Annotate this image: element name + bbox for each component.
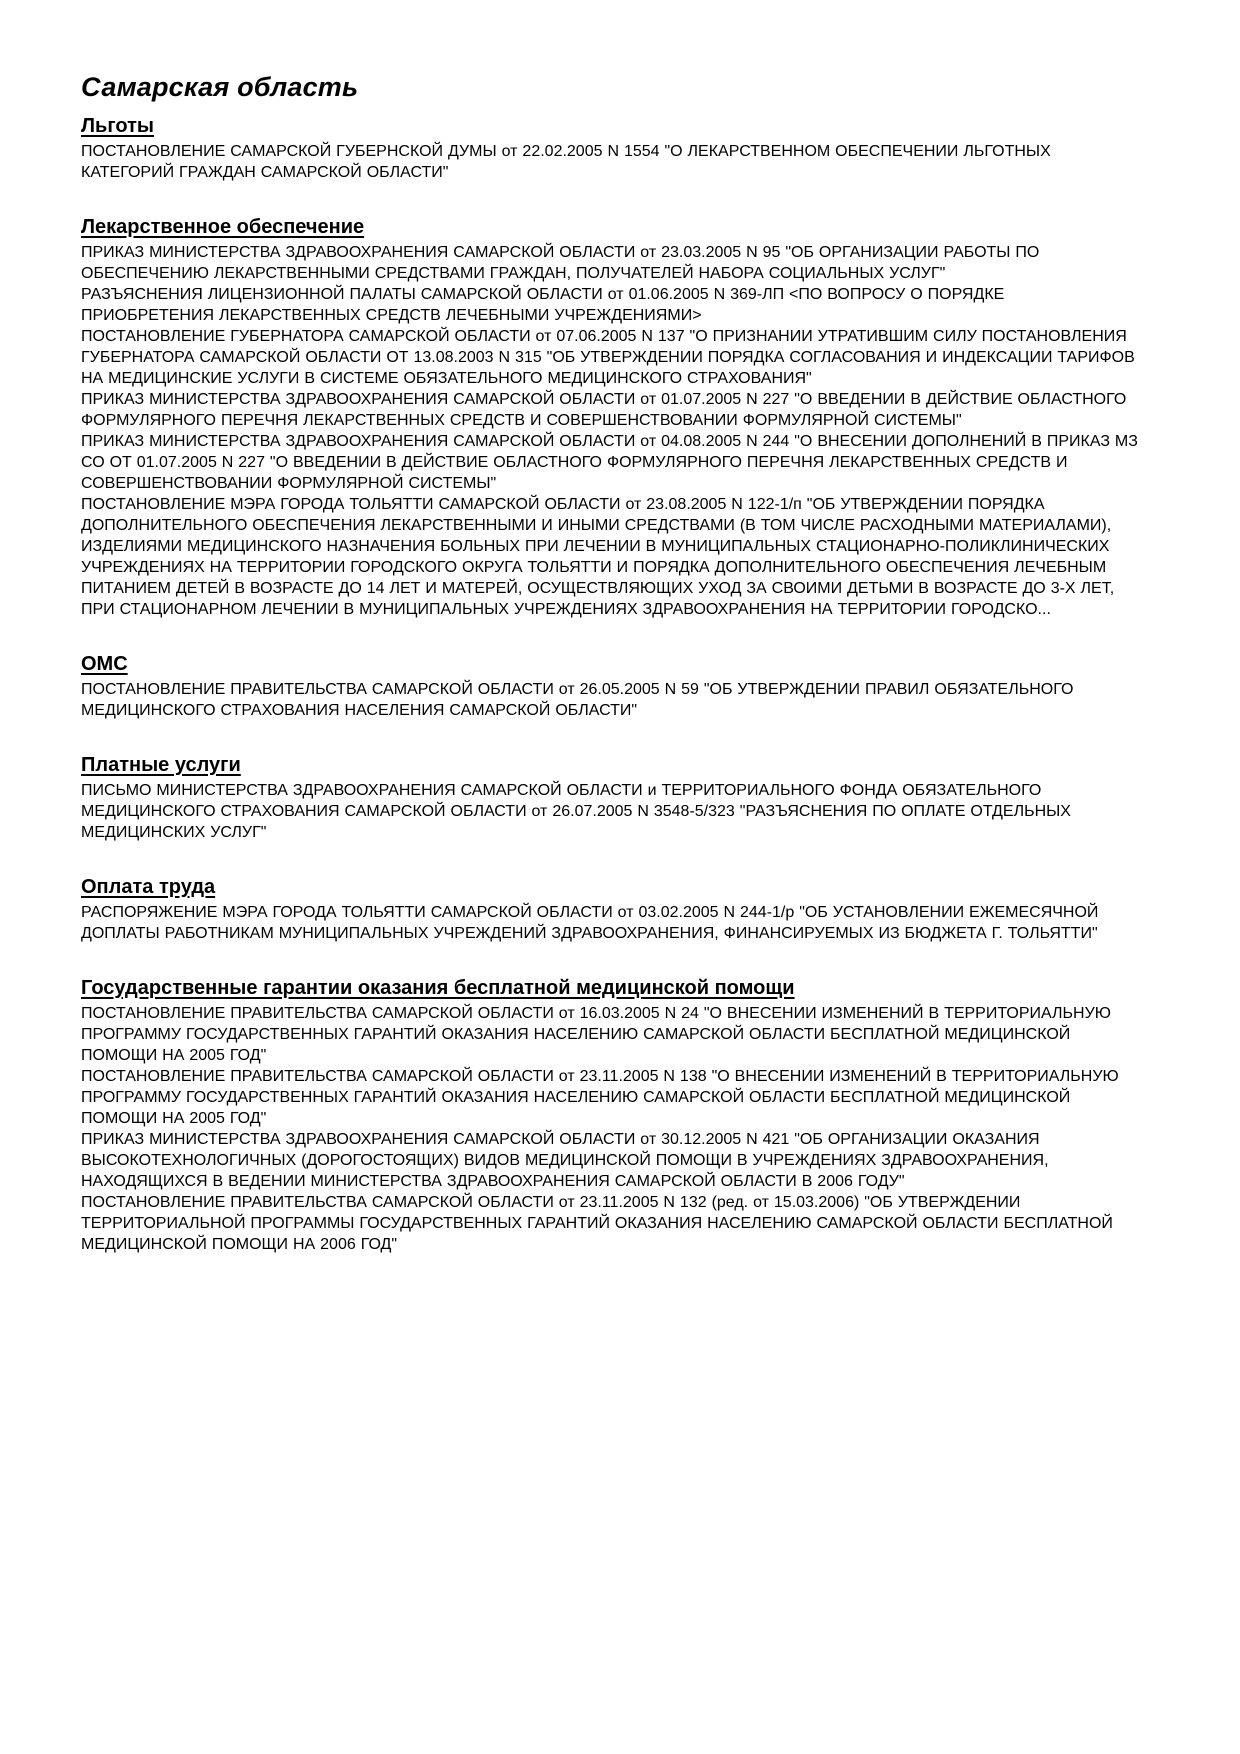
document-entry: ПОСТАНОВЛЕНИЕ ГУБЕРНАТОРА САМАРСКОЙ ОБЛАСТИ от 07.06.2005 N 137 "О ПРИЗНАНИИ УТРАТИВШИМ СИЛУ ПОСТАНОВЛЕНИЯ ГУБЕРНАТОРА САМАРСКОЙ ОБЛАСТИ ОТ 13.08.2003 N 315 "ОБ УТВЕРЖДЕНИИ ПОРЯДКА СОГЛАСОВАНИЯ И ИНДЕКСАЦИИ ТАРИФОВ НА МЕДИЦИНСКИЕ УСЛУГИ В СИСТЕМЕ ОБЯЗАТЕЛЬНОГО МЕДИЦИНСКОГО СТРАХОВАНИЯ" [81,328,1135,387]
document-entry: ПРИКАЗ МИНИСТЕРСТВА ЗДРАВООХРАНЕНИЯ САМАРСКОЙ ОБЛАСТИ от 01.07.2005 N 227 "О ВВЕДЕНИИ В ДЕЙСТВИЕ ОБЛАСТНОГО ФОРМУЛЯРНОГО ПЕРЕЧНЯ ЛЕКАРСТВЕННЫХ СРЕДСТВ И СОВЕРШЕНСТВОВАНИИ ФОРМУЛЯРНОЙ СИСТЕМЫ" [81,391,1127,429]
document-section [81,975,1140,1255]
document-entry: ПРИКАЗ МИНИСТЕРСТВА ЗДРАВООХРАНЕНИЯ САМАРСКОЙ ОБЛАСТИ от 04.08.2005 N 244 "О ВНЕСЕНИИ ДОПОЛНЕНИЙ В ПРИКАЗ МЗ СО ОТ 01.07.2005 N 227 "О ВВЕДЕНИИ В ДЕЙСТВИЕ ОБЛАСТНОГО ФОРМУЛЯРНОГО ПЕРЕЧНЯ ЛЕКАРСТВЕННЫХ СРЕДСТВ И СОВЕРШЕНСТВОВАНИИ ФОРМУЛЯРНОЙ СИСТЕМЫ" [81,433,1138,492]
document-section [81,874,1140,944]
document-entry: РАСПОРЯЖЕНИЕ МЭРА ГОРОДА ТОЛЬЯТТИ САМАРСКОЙ ОБЛАСТИ от 03.02.2005 N 244-1/р "ОБ УСТАНОВЛЕНИИ ЕЖЕМЕСЯЧНОЙ ДОПЛАТЫ РАБОТНИКАМ МУНИЦИПАЛЬНЫХ УЧРЕЖДЕНИЙ ЗДРАВООХРАНЕНИЯ, ФИНАНСИРУЕМЫХ ИЗ БЮДЖЕТА Г. ТОЛЬЯТТИ" [81,904,1099,942]
section-items [81,780,1140,843]
section-items [81,242,1140,620]
document-entry: ПОСТАНОВЛЕНИЕ САМАРСКОЙ ГУБЕРНСКОЙ ДУМЫ от 22.02.2005 N 1554 "О ЛЕКАРСТВЕННОМ ОБЕСПЕЧЕНИИ ЛЬГОТНЫХ КАТЕГОРИЙ ГРАЖДАН САМАРСКОЙ ОБЛАСТИ" [81,143,1051,181]
section-items [81,141,1140,183]
document-entry: ПИСЬМО МИНИСТЕРСТВА ЗДРАВООХРАНЕНИЯ САМАРСКОЙ ОБЛАСТИ и ТЕРРИТОРИАЛЬНОГО ФОНДА ОБЯЗАТЕЛЬНОГО МЕДИЦИНСКОГО СТРАХОВАНИЯ САМАРСКОЙ ОБЛАСТИ от 26.07.2005 N 3548-5/323 "РАЗЪЯСНЕНИЯ ПО ОПЛАТЕ ОТДЕЛЬНЫХ МЕДИЦИНСКИХ УСЛУГ" [81,782,1071,841]
document-section [81,214,1140,620]
document-entry: ПРИКАЗ МИНИСТЕРСТВА ЗДРАВООХРАНЕНИЯ САМАРСКОЙ ОБЛАСТИ от 23.03.2005 N 95 "ОБ ОРГАНИЗАЦИИ РАБОТЫ ПО ОБЕСПЕЧЕНИЮ ЛЕКАРСТВЕННЫМИ СРЕДСТВАМИ ГРАЖДАН, ПОЛУЧАТЕЛЕЙ НАБОРА СОЦИАЛЬНЫХ УСЛУГ" [81,244,1040,282]
document-entry: ПОСТАНОВЛЕНИЕ ПРАВИТЕЛЬСТВА САМАРСКОЙ ОБЛАСТИ от 23.11.2005 N 138 "О ВНЕСЕНИИ ИЗМЕНЕНИЙ В ТЕРРИТОРИАЛЬНУЮ ПРОГРАММУ ГОСУДАРСТВЕННЫХ ГАРАНТИЙ ОКАЗАНИЯ НАСЕЛЕНИЮ САМАРСКОЙ ОБЛАСТИ БЕСПЛАТНОЙ МЕДИЦИНСКОЙ ПОМОЩИ НА 2005 ГОД" [81,1068,1119,1127]
section-items [81,679,1140,721]
document-entry: ПОСТАНОВЛЕНИЕ ПРАВИТЕЛЬСТВА САМАРСКОЙ ОБЛАСТИ от 16.03.2005 N 24 "О ВНЕСЕНИИ ИЗМЕНЕНИЙ В ТЕРРИТОРИАЛЬНУЮ ПРОГРАММУ ГОСУДАРСТВЕННЫХ ГАРАНТИЙ ОКАЗАНИЯ НАСЕЛЕНИЮ САМАРСКОЙ ОБЛАСТИ БЕСПЛАТНОЙ МЕДИЦИНСКОЙ ПОМОЩИ НА 2005 ГОД" [81,1005,1111,1064]
document-entry: ПОСТАНОВЛЕНИЕ ПРАВИТЕЛЬСТВА САМАРСКОЙ ОБЛАСТИ от 26.05.2005 N 59 "ОБ УТВЕРЖДЕНИИ ПРАВИЛ ОБЯЗАТЕЛЬНОГО МЕДИЦИНСКОГО СТРАХОВАНИЯ НАСЕЛЕНИЯ САМАРСКОЙ ОБЛАСТИ" [81,681,1074,719]
document-section [81,651,1140,721]
page-title: Самарская область [81,72,359,102]
document-entry: ПРИКАЗ МИНИСТЕРСТВА ЗДРАВООХРАНЕНИЯ САМАРСКОЙ ОБЛАСТИ от 30.12.2005 N 421 "ОБ ОРГАНИЗАЦИИ ОКАЗАНИЯ ВЫСОКОТЕХНОЛОГИЧНЫХ (ДОРОГОСТОЯЩИХ) ВИДОВ МЕДИЦИНСКОЙ ПОМОЩИ В УЧРЕЖДЕНИЯХ ЗДРАВООХРАНЕНИЯ, НАХОДЯЩИХСЯ В ВЕДЕНИИ МИНИСТЕРСТВА ЗДРАВООХРАНЕНИЯ САМАРСКОЙ ОБЛАСТИ В 2006 ГОДУ" [81,1131,1049,1190]
document-section [81,113,1140,183]
section-heading: Лекарственное обеспечение [81,216,365,238]
section-heading: ОМС [81,653,128,675]
document-entry: ПОСТАНОВЛЕНИЕ МЭРА ГОРОДА ТОЛЬЯТТИ САМАРСКОЙ ОБЛАСТИ от 23.08.2005 N 122-1/п "ОБ УТВЕРЖДЕНИИ ПОРЯДКА ДОПОЛНИТЕЛЬНОГО ОБЕСПЕЧЕНИЯ ЛЕКАРСТВЕННЫМИ И ИНЫМИ СРЕДСТВАМИ (В ТОМ ЧИСЛЕ РАСХОДНЫМИ МАТЕРИАЛАМИ), ИЗДЕЛИЯМИ МЕДИЦИНСКОГО НАЗНАЧЕНИЯ БОЛЬНЫХ ПРИ ЛЕЧЕНИИ В МУНИЦИПАЛЬНЫХ СТАЦИОНАРНО-ПОЛИКЛИНИЧЕСКИХ УЧРЕЖДЕНИЯХ НА ТЕРРИТОРИИ ГОРОДСКОГО ОКРУГА ТОЛЬЯТТИ И ПОРЯДКА ДОПОЛНИТЕЛЬНОГО ОБЕСПЕЧЕНИЯ ЛЕЧЕБНЫМ ПИТАНИЕМ ДЕТЕЙ В ВОЗРАСТЕ ДО 14 ЛЕТ И МАТЕРЕЙ, ОСУЩЕСТВЛЯЮЩИХ УХОД ЗА СВОИМИ ДЕТЬМИ В ВОЗРАСТЕ ДО 3-Х ЛЕТ, ПРИ СТАЦИОНАРНОМ ЛЕЧЕНИИ В МУНИЦИПАЛЬНЫХ УЧРЕЖДЕНИЯХ ЗДРАВООХРАНЕНИЯ НА ТЕРРИТОРИИ ГОРОДСКО... [81,496,1115,618]
document-entry: РАЗЪЯСНЕНИЯ ЛИЦЕНЗИОННОЙ ПАЛАТЫ САМАРСКОЙ ОБЛАСТИ от 01.06.2005 N 369-ЛП <ПО ВОПРОСУ О ПОРЯДКЕ ПРИОБРЕТЕНИЯ ЛЕКАРСТВЕННЫХ СРЕДСТВ ЛЕЧЕБНЫМИ УЧРЕЖДЕНИЯМИ> [81,286,1005,324]
document-body [81,113,1140,1255]
section-heading: Льготы [81,115,154,137]
section-items [81,1003,1140,1255]
section-heading: Государственные гарантии оказания бесплатной медицинской помощи [81,977,795,999]
document-entry: ПОСТАНОВЛЕНИЕ ПРАВИТЕЛЬСТВА САМАРСКОЙ ОБЛАСТИ от 23.11.2005 N 132 (ред. от 15.03.2006) "ОБ УТВЕРЖДЕНИИ ТЕРРИТОРИАЛЬНОЙ ПРОГРАММЫ ГОСУДАРСТВЕННЫХ ГАРАНТИЙ ОКАЗАНИЯ НАСЕЛЕНИЮ САМАРСКОЙ ОБЛАСТИ БЕСПЛАТНОЙ МЕДИЦИНСКОЙ ПОМОЩИ НА 2006 ГОД" [81,1194,1113,1253]
section-items [81,902,1140,944]
document-section [81,752,1140,843]
section-heading: Оплата труда [81,876,216,898]
section-heading: Платные услуги [81,754,241,776]
